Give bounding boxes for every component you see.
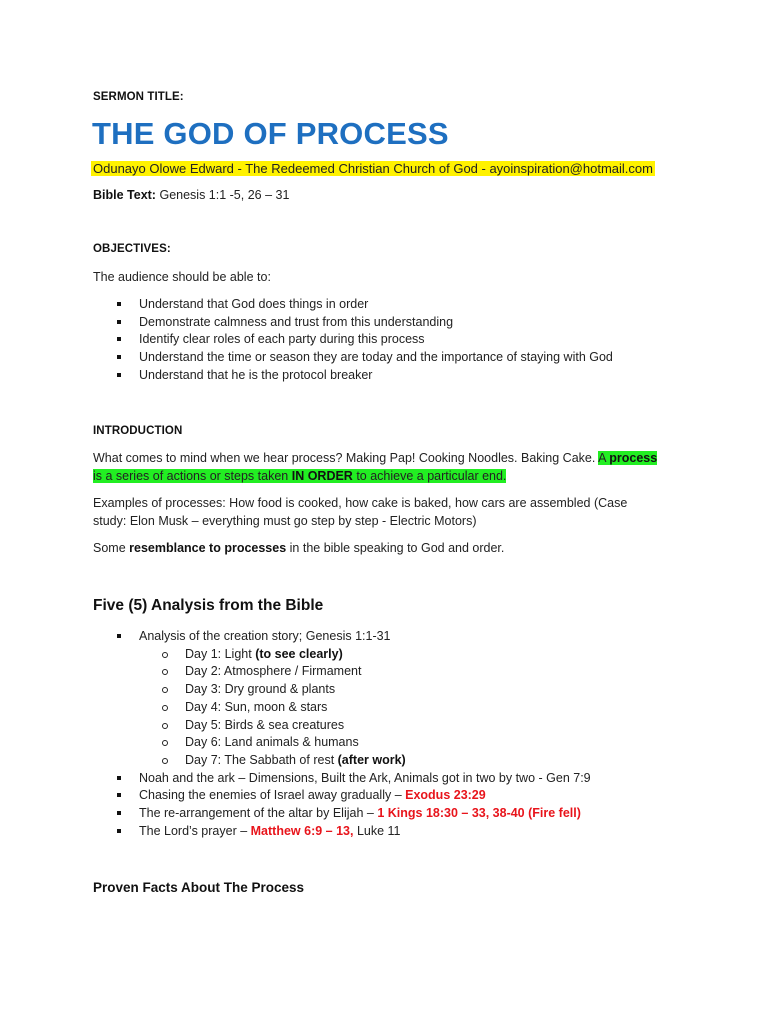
list-item: The Lord’s prayer – Matthew 6:9 – 13, Luke 11 [93, 823, 713, 841]
list-item: Chasing the enemies of Israel away gradually – Exodus 23:29 [93, 787, 713, 805]
bible-text-value: Genesis 1:1 -5, 26 – 31 [159, 188, 290, 202]
circle-bullet-icon [162, 723, 168, 729]
list-item: Understand that God does things in order [93, 296, 713, 314]
square-bullet-icon [117, 634, 121, 638]
circle-bullet-icon [162, 740, 168, 746]
square-bullet-icon [117, 302, 121, 306]
square-bullet-icon [117, 793, 121, 797]
introduction-paragraph-1: What comes to mind when we hear process? Making Pap! Cooking Noodles. Baking Cake. A process is a series of actions or steps taken IN ORDER to achieve a particular end. [93, 451, 658, 483]
sub-list-item: Day 5: Birds & sea creatures [93, 717, 713, 735]
page-title: THE GOD OF PROCESS [92, 116, 449, 151]
objectives-heading: OBJECTIVES: [93, 243, 171, 255]
list-item: Noah and the ark – Dimensions, Built the Ark, Animals got in two by two - Gen 7:9 [93, 770, 713, 788]
circle-bullet-icon [162, 669, 168, 675]
square-bullet-icon [117, 811, 121, 815]
square-bullet-icon [117, 829, 121, 833]
proven-facts-heading: Proven Facts About The Process [93, 880, 305, 895]
bible-text-line [93, 186, 289, 204]
introduction-paragraph-2: Examples of processes: How food is cooked, how cake is baked, how cars are assembled (Case study: Elon Musk – everything must go step by step - Electric Motors) [93, 496, 628, 528]
list-item: Understand that he is the protocol breaker [93, 367, 713, 385]
introduction-paragraph-3: Some resemblance to processes in the bible speaking to God and order. [93, 541, 505, 555]
objectives-intro: The audience should be able to: [93, 270, 271, 284]
circle-bullet-icon [162, 687, 168, 693]
author-line [91, 160, 655, 178]
square-bullet-icon [117, 320, 121, 324]
circle-bullet-icon [162, 652, 168, 658]
square-bullet-icon [117, 355, 121, 359]
list-item: Identify clear roles of each party during this process [93, 331, 713, 349]
analysis-list [93, 628, 713, 840]
author-highlight: Odunayo Olowe Edward - The Redeemed Christian Church of God - ayoinspiration@hotmail.com [93, 161, 653, 176]
sub-list-item: Day 3: Dry ground & plants [93, 681, 713, 699]
sub-list-item: Day 6: Land animals & humans [93, 734, 713, 752]
square-bullet-icon [117, 776, 121, 780]
list-item: Demonstrate calmness and trust from this understanding [93, 314, 713, 332]
sub-list-item: Day 4: Sun, moon & stars [93, 699, 713, 717]
introduction-heading: INTRODUCTION [93, 425, 183, 437]
circle-bullet-icon [162, 758, 168, 764]
list-item: Analysis of the creation story; Genesis 1:1-31 [93, 628, 713, 646]
circle-bullet-icon [162, 705, 168, 711]
square-bullet-icon [117, 373, 121, 377]
list-item: The re-arrangement of the altar by Elijah – 1 Kings 18:30 – 33, 38-40 (Fire fell) [93, 805, 713, 823]
bible-text-label: Bible Text: [93, 188, 156, 202]
square-bullet-icon [117, 337, 121, 341]
list-item: Understand the time or season they are today and the importance of staying with God [93, 349, 713, 367]
objectives-list [93, 296, 713, 385]
sub-list-item: Day 2: Atmosphere / Firmament [93, 663, 713, 681]
sub-list-item: Day 7: The Sabbath of rest (after work) [93, 752, 713, 770]
analysis-heading: Five (5) Analysis from the Bible [93, 597, 324, 614]
sub-list-item: Day 1: Light (to see clearly) [93, 646, 713, 664]
sermon-title-label: SERMON TITLE: [93, 91, 184, 103]
